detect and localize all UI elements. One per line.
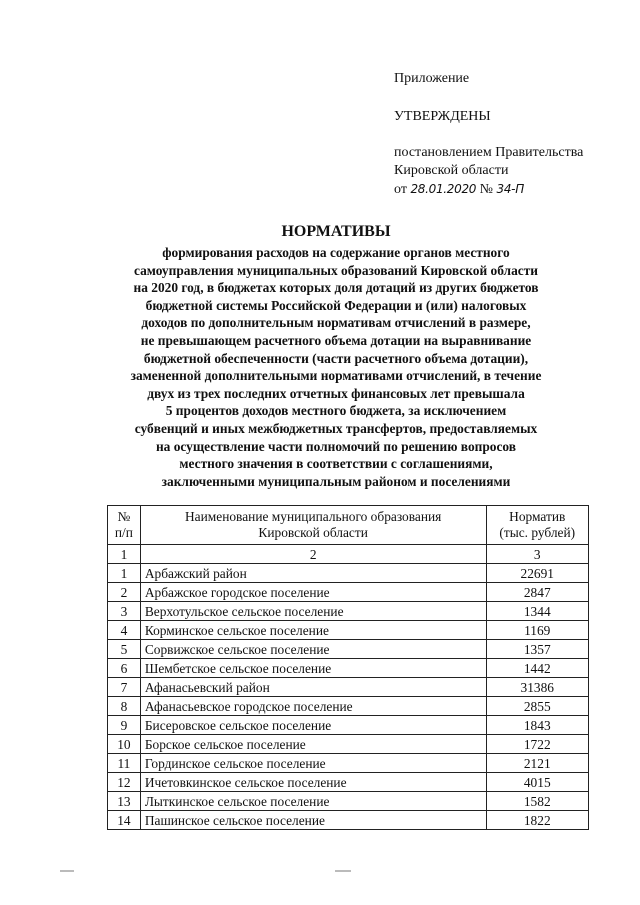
municipality-name: Арбажский район (140, 564, 486, 583)
subtitle-line: на 2020 год, в бюджетах которых доля дотаций из других бюджетов (133, 280, 539, 296)
subtitle-line: самоуправления муниципальных образований Кировской области (133, 262, 539, 278)
row-number: 8 (108, 697, 141, 716)
header-num (108, 506, 141, 545)
municipality-name: Бисеровское сельское поселение (140, 716, 486, 735)
row-number: 13 (108, 792, 141, 811)
row-number: 11 (108, 754, 141, 773)
table-row (108, 792, 589, 811)
table-row (108, 811, 589, 830)
header-norm-line1: Норматив (509, 509, 566, 524)
table-row (108, 640, 589, 659)
norm-value: 2855 (486, 697, 589, 716)
row-number: 4 (108, 621, 141, 640)
row-number: 5 (108, 640, 141, 659)
municipality-name: Лыткинское сельское поселение (140, 792, 486, 811)
table-row (108, 697, 589, 716)
table-header-row (108, 506, 589, 545)
header-num-line2: п/п (114, 525, 133, 540)
column-index-row (108, 545, 589, 564)
norm-value: 2121 (486, 754, 589, 773)
document-heading (96, 222, 576, 490)
subtitle-line: доходов по дополнительным нормативам отчислений в размере, (141, 315, 531, 331)
document-title: НОРМАТИВЫ (281, 223, 391, 240)
subtitle-line: на осуществление части полномочий по решению вопросов (155, 438, 517, 454)
subtitle-line: местного значения в соответствии с соглашениями, (179, 456, 493, 472)
table-row (108, 564, 589, 583)
header-norm (486, 506, 589, 545)
municipality-name: Афанасьевский район (140, 678, 486, 697)
resolution-date-line (394, 180, 583, 199)
norm-value: 1843 (486, 716, 589, 735)
subtitle-line: бюджетной обеспеченности (части расчетного объема дотации), (143, 350, 529, 366)
subtitle-line: бюджетной системы Российской Федерации и (или) налоговых (145, 297, 527, 313)
header-name-line2: Кировской области (258, 525, 368, 540)
number-prefix: № (479, 182, 494, 197)
subtitle-line: субвенций и иных межбюджетных трансфертов, предоставляемых (134, 420, 538, 436)
table-row (108, 773, 589, 792)
subtitle-line: заключенными муниципальным районом и поселениями (161, 473, 511, 489)
norm-value: 22691 (486, 564, 589, 583)
approved-label: УТВЕРЖДЕНЫ (394, 109, 491, 124)
subtitle-line: не превышающем расчетного объема дотации на выравнивание (140, 332, 532, 348)
table-row (108, 678, 589, 697)
handwritten-date: 28.01.2020 (410, 182, 477, 196)
approval-block (394, 70, 583, 199)
subtitle-line: 5 процентов доходов местного бюджета, за исключением (165, 403, 507, 419)
date-prefix: от (394, 182, 407, 197)
table-body (108, 564, 589, 830)
table-row (108, 583, 589, 602)
row-number: 3 (108, 602, 141, 621)
scan-artifacts (60, 870, 580, 876)
municipality-name: Гординское сельское поселение (140, 754, 486, 773)
column-index-2: 2 (140, 545, 486, 564)
table-row (108, 754, 589, 773)
table-row (108, 621, 589, 640)
resolution-line-1: постановлением Правительства (394, 145, 584, 160)
norm-value: 31386 (486, 678, 589, 697)
norm-value: 2847 (486, 583, 589, 602)
handwritten-number: 34-П (496, 182, 524, 196)
norms-table (107, 505, 589, 830)
municipality-name: Корминское сельское поселение (140, 621, 486, 640)
norm-value: 1582 (486, 792, 589, 811)
norm-value: 4015 (486, 773, 589, 792)
municipality-name: Шембетское сельское поселение (140, 659, 486, 678)
municipality-name: Сорвижское сельское поселение (140, 640, 486, 659)
norm-value: 1822 (486, 811, 589, 830)
municipality-name: Пашинское сельское поселение (140, 811, 486, 830)
row-number: 9 (108, 716, 141, 735)
municipality-name: Арбажское городское поселение (140, 583, 486, 602)
table-row (108, 716, 589, 735)
row-number: 10 (108, 735, 141, 754)
appendix-label: Приложение (394, 71, 470, 86)
norm-value: 1442 (486, 659, 589, 678)
column-index-3: 3 (486, 545, 589, 564)
row-number: 6 (108, 659, 141, 678)
document-subtitle (96, 244, 576, 490)
resolution-line-2: Кировской области (394, 163, 509, 178)
row-number: 1 (108, 564, 141, 583)
header-name-line1: Наименование муниципального образования (185, 509, 442, 524)
column-index-1: 1 (108, 545, 141, 564)
row-number: 12 (108, 773, 141, 792)
municipality-name: Борское сельское поселение (140, 735, 486, 754)
subtitle-line: двух из трех последних отчетных финансовых лет превышала (147, 385, 525, 401)
municipality-name: Верхотульское сельское поселение (140, 602, 486, 621)
row-number: 2 (108, 583, 141, 602)
row-number: 14 (108, 811, 141, 830)
table-row (108, 735, 589, 754)
row-number: 7 (108, 678, 141, 697)
subtitle-line: формирования расходов на содержание органов местного (162, 245, 510, 260)
norm-value: 1722 (486, 735, 589, 754)
table-row (108, 659, 589, 678)
norm-value: 1344 (486, 602, 589, 621)
header-num-line1: № (117, 509, 131, 524)
header-norm-line2: (тыс. рублей) (499, 525, 576, 540)
table-row (108, 602, 589, 621)
norm-value: 1169 (486, 621, 589, 640)
municipality-name: Афанасьевское городское поселение (140, 697, 486, 716)
subtitle-line: замененной дополнительными нормативами отчислений, в течение (130, 368, 542, 384)
municipality-name: Ичетовкинское сельское поселение (140, 773, 486, 792)
norm-value: 1357 (486, 640, 589, 659)
header-name (140, 506, 486, 545)
